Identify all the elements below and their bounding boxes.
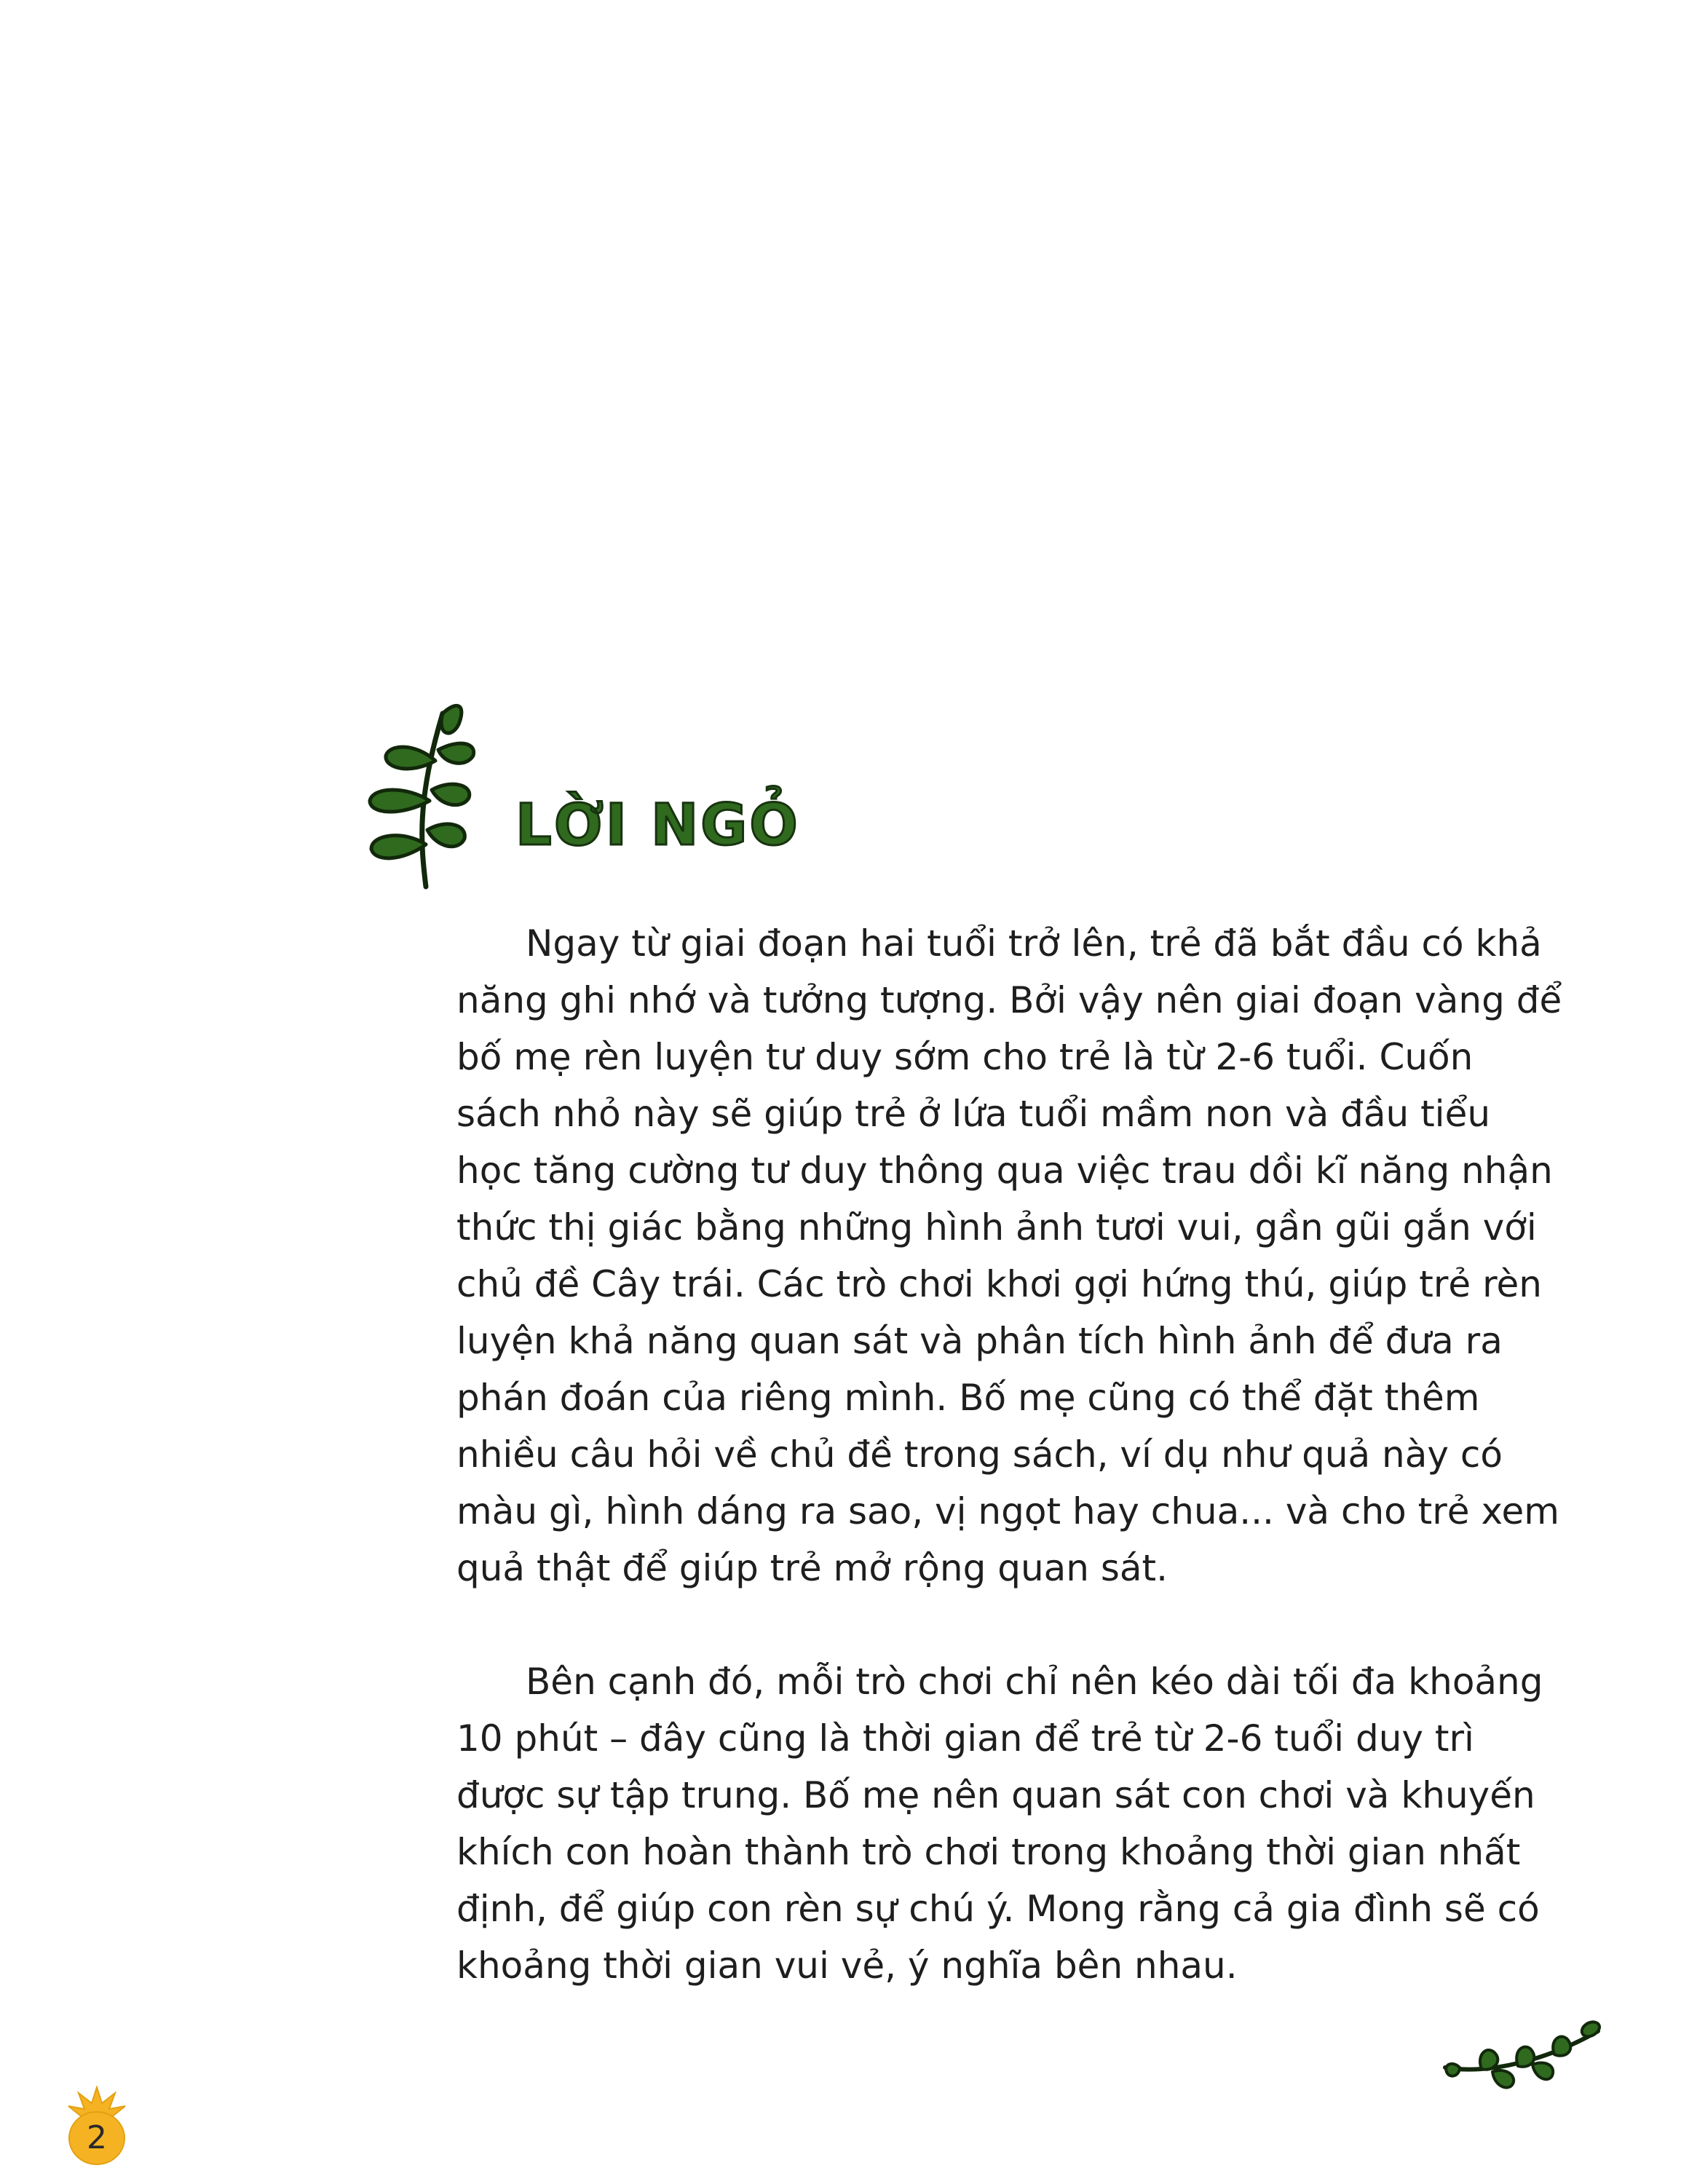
- paragraph-1: Ngay từ giai đoạn hai tuổi trở lên, trẻ đã bắt đầu có khả năng ghi nhớ và tưởng tượng. Bởi vậy nên giai đoạn vàng để bố mẹ rèn luyện tư duy sớm cho trẻ là từ 2-6 tuổi. Cuốn sách nhỏ này sẽ giúp trẻ ở lứa tuổi mầm non và đầu tiểu học tăng cường tư duy thông qua việc trau dồi kĩ năng nhận thức thị giác bằng những hình ảnh tươi vui, gần gũi gắn với chủ đề Cây trái. Các trò chơi khơi gợi hứng thú, giúp trẻ rèn luyện khả năng quan sát và phân tích hình ảnh để đưa ra phán đoán của riêng mình. Bố mẹ cũng có thể đặt thêm nhiều câu hỏi về chủ đề trong sách, ví dụ như quả này có màu gì, hình dáng ra sao, vị ngọt hay chua... và cho trẻ xem quả thật để giúp trẻ mở rộng quan sát.: [456, 922, 1562, 1589]
- leaf-sprig-icon: [1438, 2017, 1605, 2097]
- leaf-branch-icon: [357, 699, 480, 892]
- page-title: LỜI NGỎ: [515, 793, 800, 858]
- page-number: 2: [87, 2119, 107, 2156]
- paragraph-2: Bên cạnh đó, mỗi trò chơi chỉ nên kéo dài tối đa khoảng 10 phút – đây cũng là thời gian để trẻ từ 2-6 tuổi duy trì được sự tập trung. Bố mẹ nên quan sát con chơi và khuyến khích con hoàn thành trò chơi trong khoảng thời gian nhất định, để giúp con rèn sự chú ý. Mong rằng cả gia đình sẽ có khoảng thời gian vui vẻ, ý nghĩa bên nhau.: [456, 1661, 1543, 1987]
- intro-text: [456, 915, 1563, 1994]
- page-number-badge: [64, 2086, 130, 2166]
